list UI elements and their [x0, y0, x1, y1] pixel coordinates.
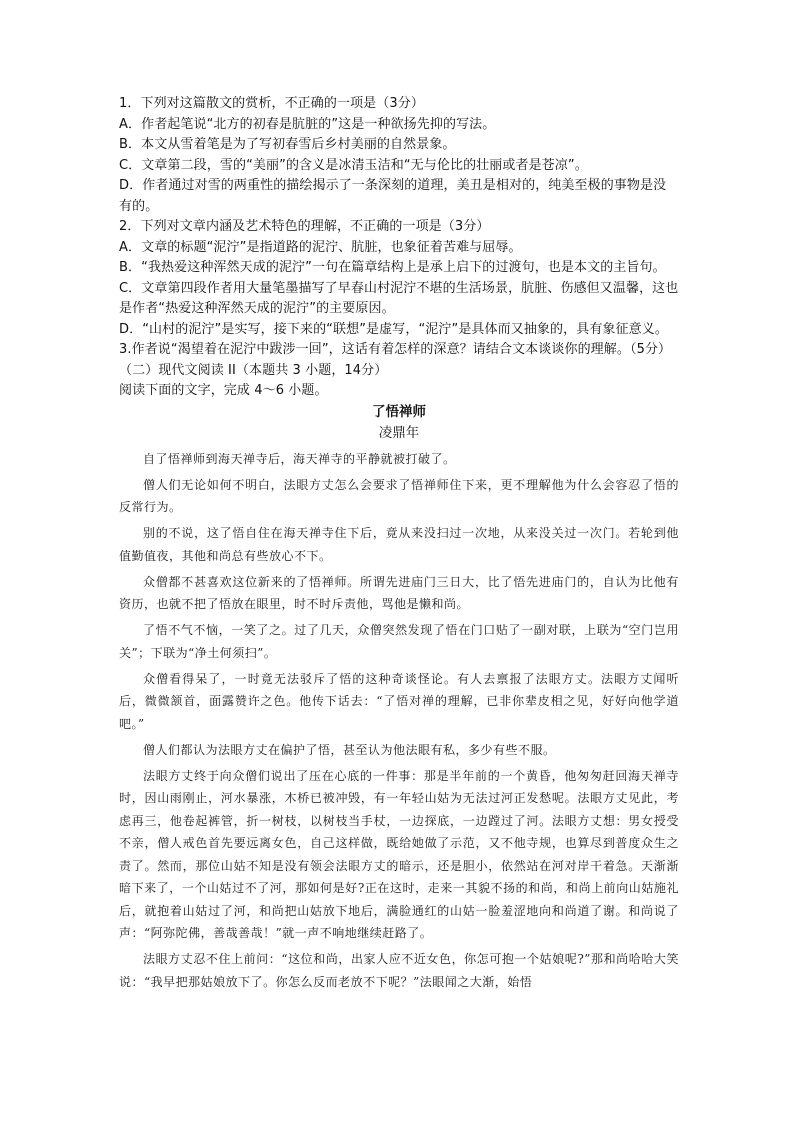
- story-paragraph: 众僧看得呆了，一时竟无法驳斥了悟的这种奇谈怪论。有人去禀报了法眼方丈。法眼方丈闻听后，微微颔首，面露赞许之色。他传下话去：“了悟对禅的理解，已非你辈皮相之见，好好向他学道吧。”: [119, 671, 679, 731]
- question-1-option-d: D．作者通过对雪的两重性的描绘揭示了一条深刻的道理，美丑是相对的，纯美至极的事物是没有的。: [119, 178, 667, 214]
- story-title: 了悟禅师: [372, 403, 426, 420]
- question-1-option-c: C．文章第二段，雪的“美丽”的含义是冰清玉洁和“无与伦比的壮丽或者是苍凉”。: [119, 157, 588, 173]
- story-paragraph: 众僧都不甚喜欢这位新来的了悟禅师。所谓先进庙门三日大，比了悟先进庙门的，自认为比他有资历，也就不把了悟放在眼里，时不时斥责他，骂他是懒和尚。: [119, 574, 679, 611]
- story-paragraph: 僧人们无论如何不明白，法眼方丈怎么会要求了悟禅师住下来，更不理解他为什么会容忍了悟的反常行为。: [119, 477, 679, 514]
- section-heading: （二）现代文阅读 II（本题共 3 小题，14分）: [119, 362, 388, 378]
- question-1-stem: 1．下列对这篇散文的赏析，不正确的一项是（3分）: [119, 96, 424, 111]
- story-paragraph: 法眼方丈忍不住上前问：“这位和尚，出家人应不近女色，你怎可抱一个姑娘呢?”那和尚哈哈大笑说：“我早把那姑娘放下了。你怎么反而老放不下呢？”法眼闻之大渐，始悟: [119, 952, 679, 989]
- question-1-option-a: A．作者起笔说“北方的初春是肮脏的”这是一种欲扬先抑的写法。: [119, 116, 496, 132]
- question-2-option-c: C．文章第四段作者用大量笔墨描写了早春山村泥泞不堪的生活场景，肮脏、伤感但又温馨，这也是作者“热爱这种浑然天成的泥泞”的主要原因。: [119, 280, 679, 316]
- question-2-option-b: B．“我热爱这种浑然天成的泥泞”一句在篇章结构上是承上启下的过渡句，也是本文的主旨句。: [119, 260, 666, 275]
- story-paragraph: 自了悟禅师到海天禅寺后，海天禅寺的平静就被打破了。: [143, 451, 456, 466]
- section-instruction: 阅读下面的文字，完成 4～6 小题。: [119, 383, 328, 398]
- exam-page: [119, 94, 679, 997]
- story-paragraph: 法眼方丈终于向众僧们说出了压在心底的一件事：那是半年前的一个黄昏，他匆匆赶回海天禅寺时，因山雨刚止，河水暴涨，木桥已被冲毁，有一年轻山姑为无法过河正发愁呢。法眼方丈见此，考虑再三，他卷起裤管，折一树枝，以树枝当手杖，一边探底，一边蹚过了河。法眼方丈想：男女授受不亲，僧人戒色首先要远离女色，自己这样做，既给她做了示范，又不他寺规，也算尽到普度众生之责了。然而，那位山姑不知是没有领会法眼方丈的暗示，还是胆小，依然站在河对岸干着急。天渐渐暗下来了，一个山姑过不了河，那如何是好?正在这时，走来一其貌不扬的和尚，和尚上前向山姑施礼后，就抱着山姑过了河，和尚把山姑放下地后，满脸通红的山姑一脸羞涩地向和尚道了谢。和尚说了声：“阿弥陀佛，善哉善哉！”就一声不响地继续赶路了。: [119, 768, 679, 940]
- story-paragraph: 别的不说，这了悟自住在海天禅寺住下后，竟从来没扫过一次地，从来没关过一次门。若轮到他值勤值夜，其他和尚总有些放心不下。: [119, 526, 679, 563]
- question-2-stem: 2．下列对文章内涵及艺术特色的理解，不正确的一项是（3分）: [119, 219, 490, 234]
- question-3-stem: 3.作者说“渴望着在泥泞中跋涉一回”，这话有着怎样的深意？请结合文本谈谈你的理解。（5分）: [119, 342, 672, 357]
- story-paragraph: 僧人们都认为法眼方丈在偏护了悟，甚至认为他法眼有私，多少有些不服。: [143, 742, 556, 757]
- story-author: 凌鼎年: [378, 424, 420, 441]
- story-paragraph: 了悟不气不恼，一笑了之。过了几天，众僧突然发现了悟在门口贴了一副对联，上联为“空门岂用关”；下联为“净土何须扫”。: [119, 623, 679, 660]
- question-block: [119, 94, 679, 361]
- question-1-option-b: B．本文从雪着笔是为了写初春雪后乡村美丽的自然景象。: [119, 137, 456, 152]
- question-2-option-a: A．文章的标题“泥泞”是指道路的泥泞、肮脏，也象征着苦难与屈辱。: [119, 239, 522, 255]
- section-intro: [119, 361, 679, 402]
- question-2-option-d: D．“山村的泥泞”是实写，接下来的“联想”是虚写，“泥泞”是具体而又抽象的，具有象征意义。: [119, 321, 668, 337]
- story-body: [119, 448, 679, 994]
